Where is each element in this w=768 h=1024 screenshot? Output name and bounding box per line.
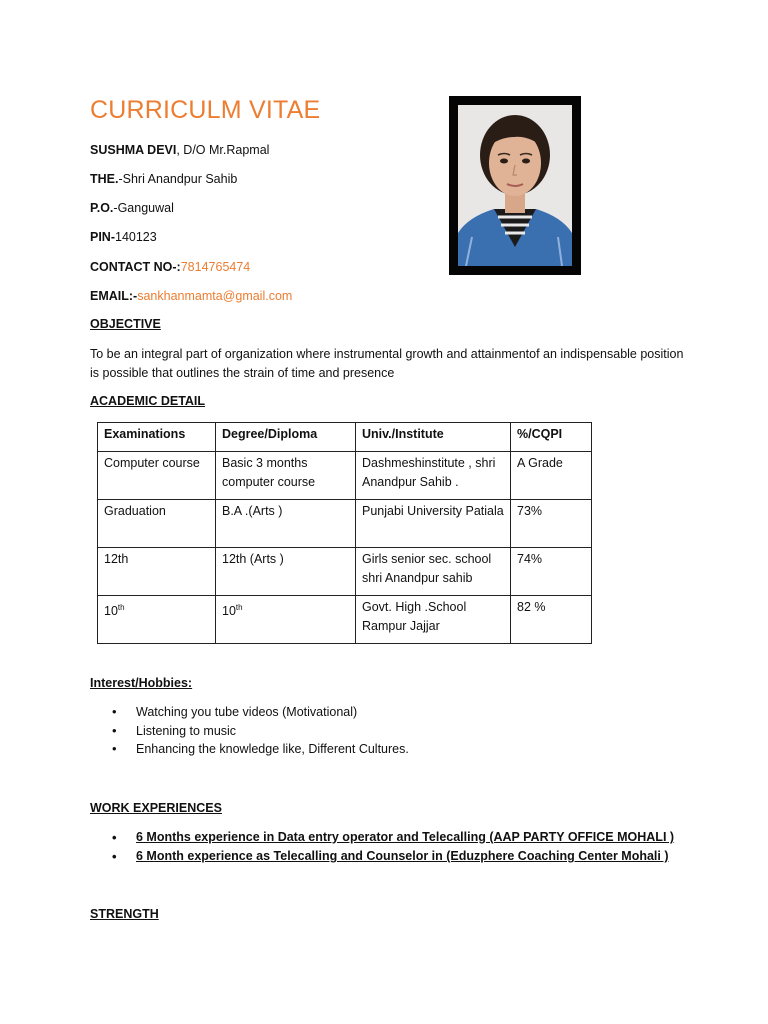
- cell-superscript: th: [235, 603, 243, 612]
- table-cell: Graduation: [98, 500, 216, 548]
- column-header: Univ./Institute: [356, 423, 511, 452]
- objective-heading: [90, 317, 407, 331]
- pin-label: PIN-: [90, 230, 115, 244]
- cell-superscript: th: [117, 603, 125, 612]
- post-office-value: -Ganguwal: [113, 201, 174, 215]
- table-cell: A Grade: [511, 452, 592, 500]
- contact-line: [90, 259, 250, 275]
- tehsil-value: -Shri Anandpur Sahib: [118, 172, 238, 186]
- table-cell: Girls senior sec. school shri Anandpur sahib: [356, 548, 511, 596]
- portrait-illustration: [458, 105, 572, 266]
- pin-value: 140123: [115, 230, 157, 244]
- table-cell: Govt. High .School Rampur Jajjar: [356, 596, 511, 644]
- interests-heading-text: Interest/Hobbies:: [90, 676, 193, 690]
- interests-list: [90, 703, 409, 759]
- table-cell: 74%: [511, 548, 592, 596]
- list-item: • Enhancing the knowledge like, Different Cultures.: [90, 740, 409, 759]
- table-cell: 12th: [98, 548, 216, 596]
- contact-number[interactable]: 7814765474: [180, 260, 251, 274]
- address-pin: [90, 229, 157, 245]
- table-cell: 12th (Arts ): [216, 548, 356, 596]
- list-item: • Listening to music: [90, 722, 409, 741]
- strength-heading: STRENGTH: [90, 907, 159, 921]
- email-link[interactable]: sankhanmamta@gmail.com: [137, 289, 293, 303]
- table-header-row: [98, 423, 592, 452]
- cell-base: 10: [104, 604, 118, 619]
- list-item: • 6 Months experience in Data entry operator and Telecalling (AAP PARTY OFFICE MOHALI ): [90, 828, 674, 847]
- work-heading: WORK EXPERIENCES: [90, 801, 222, 815]
- profile-photo: [458, 105, 572, 266]
- profile-photo-frame: [449, 96, 581, 275]
- list-item: • 6 Month experience as Telecalling and Counselor in (Eduzphere Coaching Center Mohali ): [90, 847, 674, 866]
- address-tehsil: [90, 171, 237, 187]
- column-header: Examinations: [98, 423, 216, 452]
- name-line: [90, 142, 269, 158]
- table-row: [98, 452, 592, 500]
- table-row: [98, 596, 592, 644]
- document-title: CURRICULM VITAE: [90, 96, 321, 124]
- table-cell: Punjabi University Patiala: [356, 500, 511, 548]
- email-label: EMAIL:-: [90, 289, 138, 303]
- post-office-label: P.O.: [90, 201, 114, 215]
- list-item: • Watching you tube videos (Motivational): [90, 703, 409, 722]
- table-cell: B.A .(Arts ): [216, 500, 356, 548]
- table-row: [98, 500, 592, 548]
- table-cell: 82 %: [511, 596, 592, 644]
- candidate-name: SUSHMA DEVI: [90, 143, 177, 157]
- work-list: [90, 828, 674, 866]
- table-cell: [216, 596, 356, 644]
- academic-heading: ACADEMIC DETAIL: [90, 394, 206, 408]
- email-line: [90, 288, 292, 304]
- tehsil-label: THE.: [90, 172, 119, 186]
- objective-heading-text: OBJECTIVE: [90, 317, 161, 331]
- parent-name: , D/O Mr.Rapmal: [176, 143, 270, 157]
- academic-table: [97, 422, 592, 644]
- column-header: Degree/Diploma: [216, 423, 356, 452]
- table-cell: Computer course: [98, 452, 216, 500]
- column-header: %/CQPI: [511, 423, 592, 452]
- table-cell: Dashmeshinstitute , shri Anandpur Sahib .: [356, 452, 511, 500]
- table-cell: [98, 596, 216, 644]
- contact-label: CONTACT NO-:: [90, 260, 181, 274]
- address-post-office: [90, 200, 174, 216]
- cell-base: 10: [222, 604, 236, 619]
- table-cell: 73%: [511, 500, 592, 548]
- interests-heading: [90, 676, 204, 690]
- objective-text: To be an integral part of organization where instrumental growth and attainmentof an indispensable position is possible that outlines the strain of time and presence: [90, 347, 684, 380]
- table-row: [98, 548, 592, 596]
- table-cell: Basic 3 months computer course: [216, 452, 356, 500]
